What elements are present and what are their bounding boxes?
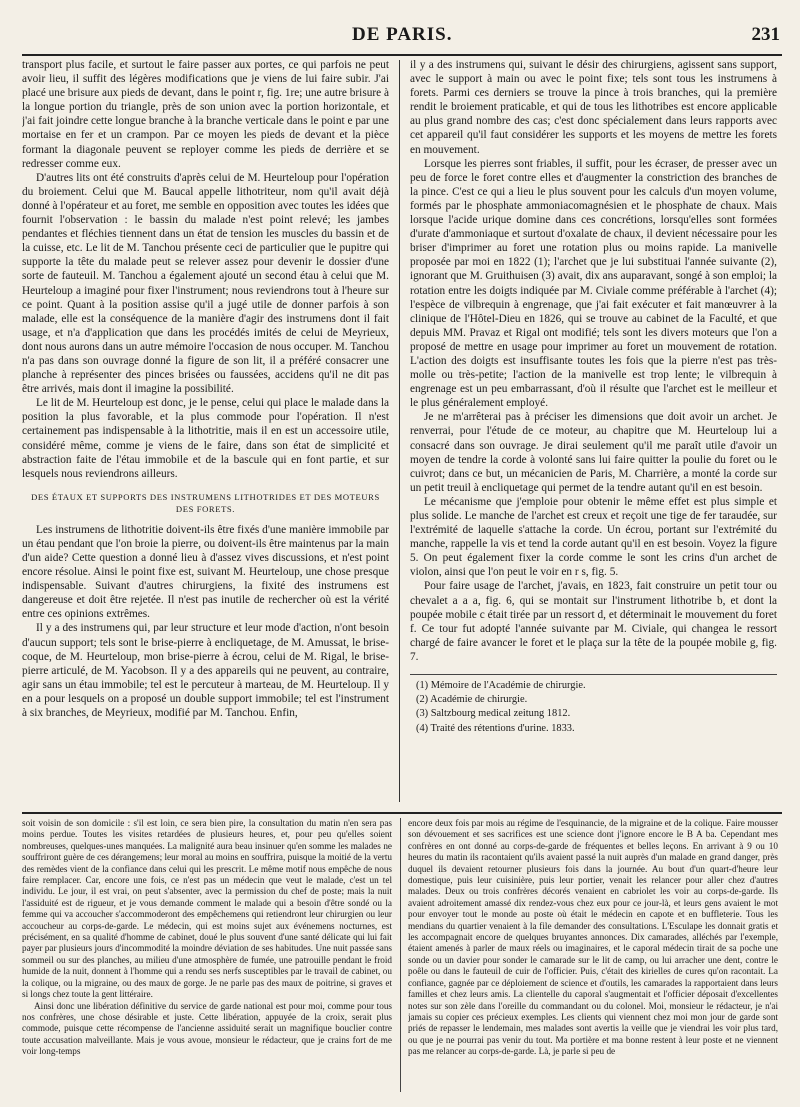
paragraph: il y a des instrumens qui, suivant le désir des chirurgiens, agissent sans support, avec le support à main ou avec le point fixe; tels sont tous les instrumens à forets. Parmi ces derniers se trouve la pince à trois branches, qui la première rendit le broiement praticable, et qui de tous les lithotribes est encore applicable au plus grand nombre des cas; c'est donc spécialement dans leurs rapports avec cet appareil qu'il faut considérer les supports et les moyens de mettre les forets en mouvement. — [410, 59, 777, 156]
paragraph: Pour faire usage de l'archet, j'avais, en 1823, fait construire un petit tour ou chevalet a a a, fig. 6, qui se montait sur l'instrument lithotribe b, et dont la poupée mobile c était tirée par un ressort d, et déterminait le mouvement du foret f. Ce tour fut adopté l'année suivante par M. Civiale, qui changea le ressort chargé de faire avancer le foret et le plaça sur la tête de la poupée mobile g, fig. 7. — [410, 580, 777, 663]
footnote: (4) Traité des rétentions d'urine. 1833. — [416, 722, 575, 734]
paragraph: Je ne m'arrêterai pas à préciser les dimensions que doit avoir un archet. Je renverrai, pour l'étude de ce moteur, au chapitre que M. Heurteloup lui a consacré dans son ouvrage. Je dirai seulement qu'il me paraît utile d'avoir un moyen de tendre la corde à volonté sans lui faire quitter la poulie du foret ou le cuivrot; dans ce but, un mécanicien de Paris, M. Charrière, a monté la corde sur un petit treuil à encliquetage qui permet de la tendre autant qu'il en est besoin. — [410, 411, 777, 494]
paragraph: Le lit de M. Heurteloup est donc, je le pense, celui qui place le malade dans la position la plus favorable, et la plus commode pour l'opération. Il n'est certainement pas indispensable à la lithotritie, mais il en est un accessoire utile, considéré même, comme je viens de le faire, dans son état de simplicité et abstraction faite de l'étau immobile et de la bascule qui en font partie, et sur lesquels nous reviendrons ailleurs. — [22, 397, 389, 480]
footnote: (3) Saltzbourg medical zeitung 1812. — [416, 708, 571, 720]
article-column-right — [410, 58, 777, 808]
page-header — [22, 14, 782, 56]
column-divider — [399, 60, 400, 802]
running-title: DE PARIS. — [352, 24, 453, 45]
paragraph: Le mécanisme que j'emploie pour obtenir le même effet est plus simple et plus solide. Le manche de l'archet est creux et reçoit une tige de fer taraudée, sur l'extrémité de laquelle s'attache la corde. Un écrou, portant sur l'extrémité du manche, rappelle la vis et tend la corde autant qu'il en est besoin. Voyez la figure 5. On peut également fixer la corde comme le sont les crins d'un archet de violon, ainsi que l'on peut le voir en r s, fig. 5. — [410, 495, 777, 579]
footnote: (1) Mémoire de l'Académie de chirurgie. — [416, 680, 586, 692]
paragraph: D'autres lits ont été construits d'après celui de M. Heurteloup pour l'opération du broiement. Celui que M. Baucal appelle lithotriteur, nom qu'il avait déjà donné à l'opérateur et au foret, me semble en opposition avec toutes les idées que fournit l'observation : le bassin du malade n'est point relevé; les jambes pendantes et fléchies tiennent dans un état de tension les muscles du bassin et de la cuisse, etc. Le lit de M. Tanchou présente ceci de particulier que le pupitre qui supporte la tête du malade peut se relever assez pour devenir le dossier d'une sorte de fauteuil. M. Tanchou a également ajouté un second étau à celui que M. Heurteloup a imaginé pour fixer l'instrument; nous reviendrons tout à l'heure sur ce point. Quant à la position assise qu'il a jugé utile de donner parfois à son malade, elle est la conséquence de la manière d'agir des instrumens dont il fait usage, et n'a d'application que dans les procédés imités de celui de Meyrieux, dont nous aurons dans un autre mémoire l'occasion de nous occuper. M. Tanchou n'a pas dans son ouvrage donné la figure de son lit, il a préféré consacrer une planche à représenter des pinces brisées ou faussées, accidens qu'il ne dit pas être arrivés, mais dont il imagine la possibilité. — [22, 171, 389, 396]
feuilleton-section — [22, 818, 782, 1094]
paragraph: soit voisin de son domicile : s'il est loin, ce sera bien pire, la consultation du matin n'en sera pas moins perdue. Toutes les visites retardées de plusieurs heures, et, pour peu qu'elles soient nombreuses, quelques-unes manquées. La malignité aura beau insinuer qu'en somme les malades ne souffriront guère de ces dérangemens; leur moral au moins en souffrira, puisque la moitié de la vertu des remèdes vient de la confiance dans celui qui les prescrit. Le même motif nous empêche de nous faire remplacer. Car, encore une fois, ce n'est pas un médecin que veut le malade, c'est un tel individu. Le jour, il est vrai, on peut s'absenter, avec la permission du chef de poste; mais la nuit l'assiduité est de rigueur, et je vous demande comment le malade qui a besoin d'être sondé ou la femme qui va accoucher s'accommoderont des empêchemens qui retiendront leur chirurgien ou leur accoucheur au corps-de-garde. Le médecin, qui est moins sujet aux événemens nocturnes, est précisément, en sa qualité d'homme de cabinet, doué le plus souvent d'une santé délicate qui lui fait payer par plusieurs jours d'incommodité la moindre déviation de ses habitudes. Une nuit passée sans sommeil ou sur des planches, au milieu d'une atmosphère de fumée, une patrouille pendant le froid humide de la nuit, donnent à l'homme qui a rendu ses nerfs susceptibles par le travail de cabinet, ou la colique, ou la migraine, ou des maux de gorge. Je ne parle pas des maux de poitrine, si graves et si longs chez toute la gent littéraire. — [22, 818, 392, 1000]
section-heading: DES ÉTAUX ET SUPPORTS DES INSTRUMENS LITHOTRIDES ET DES MOTEURS DES FORETS. — [31, 491, 380, 514]
main-article — [22, 58, 782, 808]
paragraph: Lorsque les pierres sont friables, il suffit, pour les écraser, de presser avec un peu de force le foret contre elles et d'augmenter la constriction des branches de la pince. C'est ce qui a lieu le plus souvent pour les calculs d'un moyen volume, formés par le phosphate ammoniacomagnésien et le phosphate de chaux. Mais lorsque l'acide urique domine dans ces concrétions, lorsqu'elles sont formées d'urate d'ammoniaque et surtout d'oxalate de chaux, il devient nécessaire pour les briser d'imprimer au foret une rotation plus ou moins rapide. La manivelle proposée par moi en 1822 (1); l'archet que je lui substituai l'année suivante (2), ignorant que M. Gruithuisen (3) avait, dix ans auparavant, songé à son emploi; la rotation entre les doigts indiquée par M. Civiale comme préférable à l'archet (4); l'espèce de vilbrequin à engrenage, que j'ai fait exécuter et fait manœuvrer à la clinique de l'Hôtel-Dieu en 1826, qui se trouve au cabinet de la Faculté, et que depuis MM. Pravaz et Rigal ont modifié; tels sont les divers moteurs que l'on a proposé de mettre en usage pour imprimer au foret un mouvement de rotation. L'action des doigts est insuffisante toutes les fois que la pierre n'est pas très-molle ou très-petite; l'action de la manivelle est trop lente; le vilbrequin à engrenage est un peu embarrassant, d'où il résulte que l'archet est le meilleur et le plus généralement employé. — [410, 157, 777, 410]
feuilleton-column-left — [22, 818, 392, 1094]
article-column-left — [22, 58, 389, 808]
paragraph: encore deux fois par mois au régime de l'esquinancie, de la migraine et de la colique. Faire mousser son dévouement et ses sacrifices est une science dont j'ignore encore le B A ba. Cependant mes confrères en ont donné au corps-de-garde de fréquentes et belles leçons. En arrivant à 9 ou 10 heures du matin ils racontaient qu'ils avaient passé la nuit auprès d'un malade en grand danger, près duquel ils devaient retourner plusieurs fois dans la journée. Au bout d'un quart-d'heure leur domestique, puis leur cuisinière, puis leur portier, venait les relancer pour aller chez d'autres malades. Deux ou trois confrères décorés venaient en cabriolet les voir au corps-de-garde. Ils avaient adroitement amassé dix rendez-vous chez eux pour ce jour-là, et leurs gens avaient le mot pour envoyer tout le monde au poste où était le médecin en capote et en buffleterie. Tous les mendians du quartier venaient à la file demander des consultations. L'Esculape les donnait gratis et les accompagnait encore de quelques bruyantes annonces. Dix camarades, alléchés par l'exemple, étaient amenés à parler de maux réels ou imaginaires, et le caporal médecin tirait de sa poche une sonde ou un davier pour sonder le camarade sur le lit de camp, ou lui arracher une dent, contre le poêle ou dans le fauteuil de cuir de l'officier. Puis, c'était des kirielles de cures qu'on racontait. La confiance, gagnée par ce déploiement de science et d'outils, les camarades la rapportaient dans leurs familles et chez leurs amis. La clientelle du caporal s'augmentait et l'officier déposait d'excellentes notes sur son zèle dans l'oreille du commandant ou du colonel. Moi, monsieur le rédacteur, je n'ai jamais su copier ces précieux exemples. Les clients qui viennent chez moi mon jour de garde sont priés de repasser le lendemain, mes malades sont avertis la veille que je viendrai les voir plus tard, ou que je ne pourrai pas venir du tout. Ma portière et ma bonne restent à leur poste et ne viennent pas me relancer au corps-de-garde. Là, je parle si peu de — [408, 818, 778, 1057]
paragraph: Les instrumens de lithotritie doivent-ils être fixés d'une manière immobile par un étau pendant que l'on broie la pierre, ou doivent-ils être maintenus par la main d'un aide? Cette question a donné lieu à d'assez vives discussions, et n'est point encore résolue. Ainsi le point fixe est, suivant M. Heurteloup, une chose presque indispensable. Suivant d'autres chirurgiens, la fixité des instrumens est dangereuse et doit être rejetée. Il n'est pas inutile de rechercher où est la vérité entre ces opinions extrêmes. — [22, 523, 389, 621]
feuilleton-rule — [22, 812, 782, 814]
column-divider — [400, 818, 401, 1092]
footnotes — [410, 674, 777, 736]
page-number: 231 — [751, 24, 780, 45]
paragraph: Ainsi donc une libération définitive du service de garde national est pour moi, comme pour tous nos confrères, une chose désirable et juste. Cette libération, appuyée de la croix, serait plus commode, puisque cette récompense de l'ancienne assiduité serait un magnifique bouclier contre toute accusation malveillante. Mais je vous avoue, monsieur le rédacteur, que je crains fort de me voir long-temps — [22, 1000, 392, 1057]
feuilleton-column-right — [408, 818, 778, 1094]
footnote: (2) Académie de chirurgie. — [416, 694, 528, 706]
paragraph: transport plus facile, et surtout le faire passer aux portes, ce qui parfois ne peut avoir lieu, il suffit des légères modifications que je viens de lui faire subir. J'ai placé une brisure aux pieds de devant, dans le point r, fig. 1re; une autre brisure à la longue portion du triangle, près de son union avec la portion horizontale, et j'ai fait joindre cette longue branche à la branche verticale dans le point e par une mortaise en fer et un crampon. Par ce moyen les pieds de devant et la pièce formant la diagonale peuvent se reployer comme les pieds de derrière et se redresser comme eux. — [22, 59, 389, 170]
newspaper-page — [22, 14, 782, 1094]
paragraph: Il y a des instrumens qui, par leur structure et leur mode d'action, n'ont besoin d'aucun support; tels sont le brise-pierre à encliquetage, de M. Amussat, le brise-coque, de M. Heurteloup, mon brise-pierre à écrou, celui de M. Rigal, le brise-pierre articulé, de M. Yacobson. Il y a des appareils qui ne peuvent, au contraire, agir sans un étau immobile; tel est le percuteur à marteau, de M. Heurteloup. Il y en a pour lesquels on a proposé un double support immobile; tel est l'instrument à six branches, de Meyrieux, modifié par M. Tanchou. Enfin, — [22, 622, 389, 720]
